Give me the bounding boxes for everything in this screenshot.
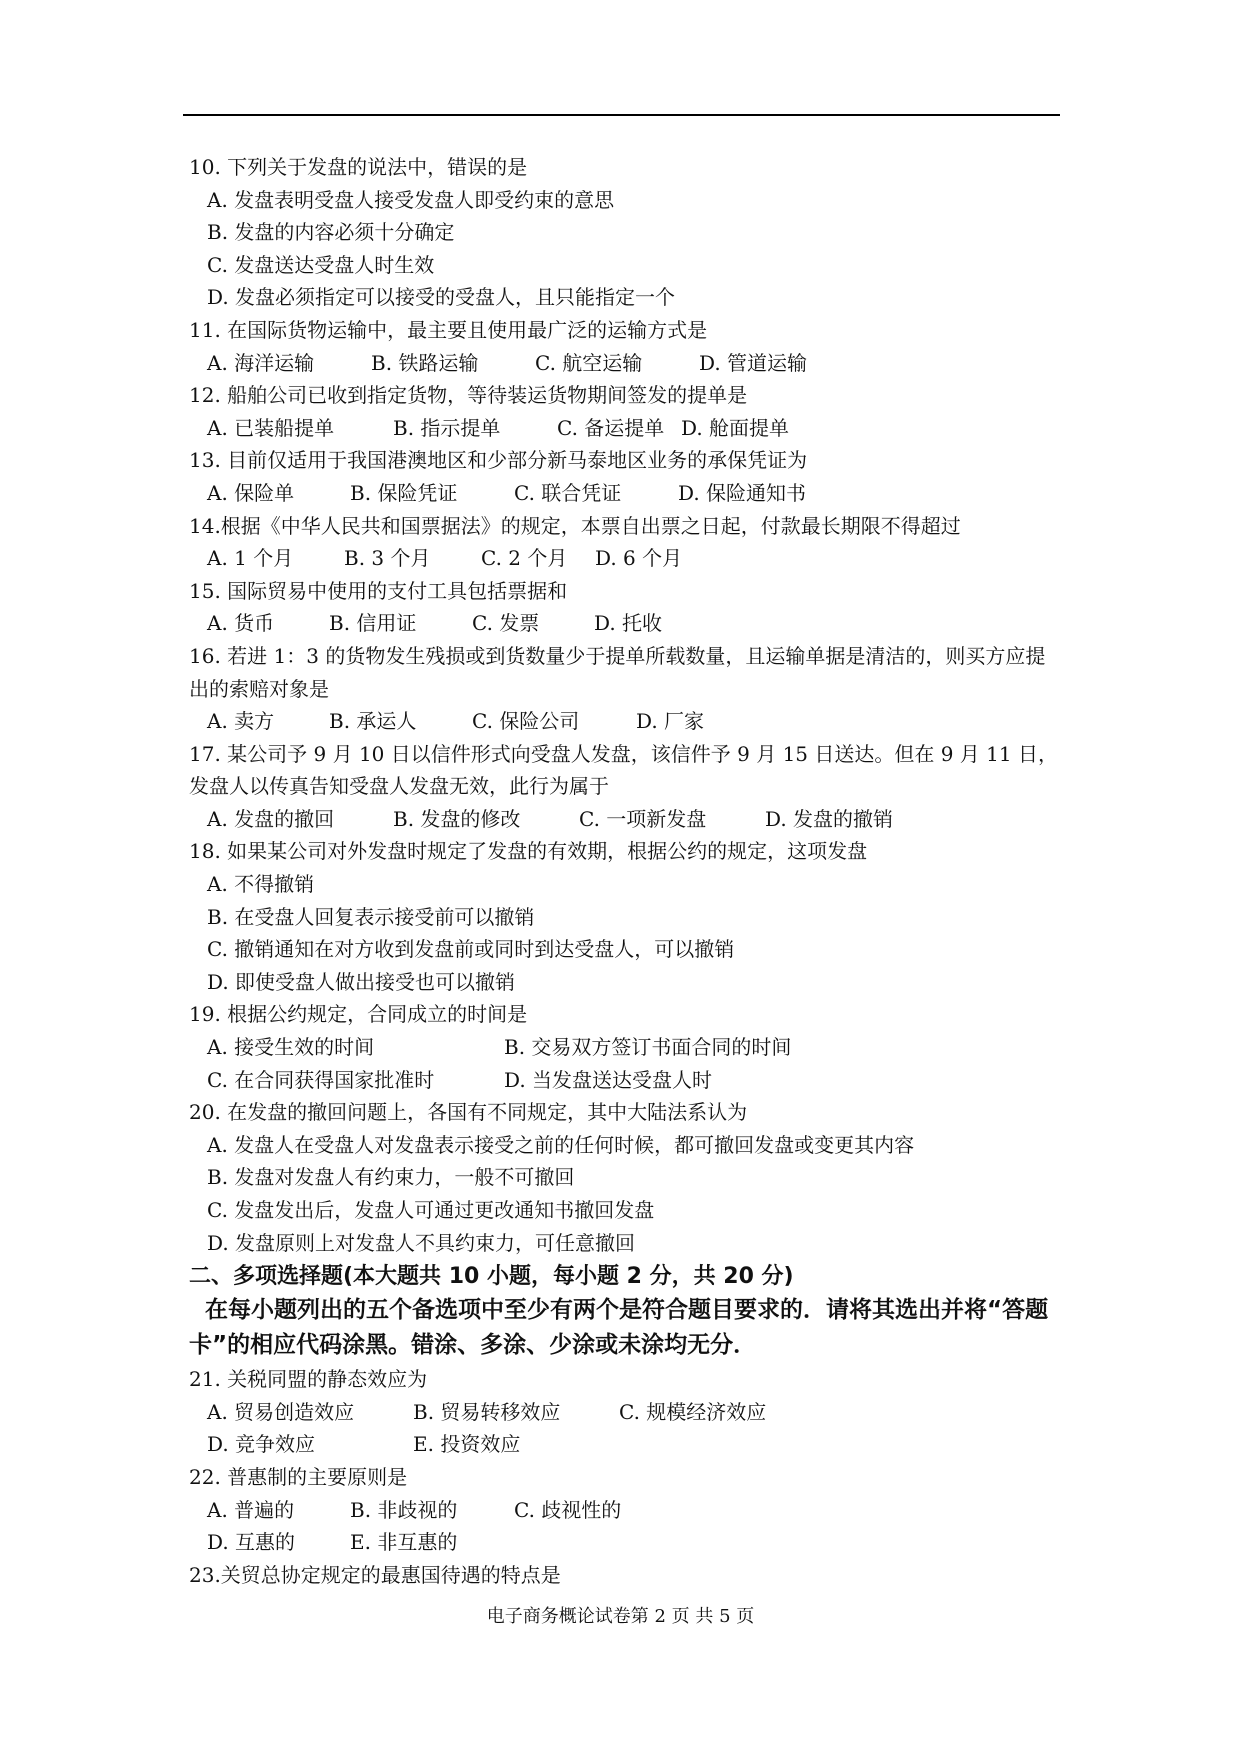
answer-option: C. 联合凭证: [514, 480, 622, 505]
answer-option: C. 发盘送达受盘人时生效: [207, 252, 435, 277]
answer-option: E. 非互惠的: [350, 1530, 458, 1555]
options-row: [189, 1396, 1059, 1429]
answer-option: E. 投资效应: [413, 1432, 521, 1457]
answer-option: A. 发盘人在受盘人对发盘表示接受之前的任何时候，都可撤回发盘或变更其内容: [207, 1132, 915, 1157]
answer-option: B. 贸易转移效应: [413, 1399, 561, 1424]
answer-option: C. 发票: [472, 611, 540, 636]
answer-option: C. 规模经济效应: [619, 1399, 767, 1424]
options-row: [189, 347, 1059, 380]
answer-option: B. 承运人: [329, 709, 417, 734]
question-stem: 23.关贸总协定规定的最惠国待遇的特点是: [189, 1562, 561, 1587]
answer-option: C. 歧视性的: [514, 1497, 622, 1522]
question-stem: 20. 在发盘的撤回问题上，各国有不同规定，其中大陆法系认为: [189, 1100, 748, 1125]
answer-option: B. 信用证: [329, 611, 417, 636]
answer-option: A. 发盘的撤回: [207, 806, 335, 831]
answer-option: A. 接受生效的时间: [207, 1035, 375, 1060]
question-stem: 22. 普惠制的主要原则是: [189, 1464, 408, 1489]
answer-option: D. 管道运输: [699, 350, 808, 375]
answer-option: B. 铁路运输: [371, 350, 479, 375]
answer-option: B. 发盘的修改: [393, 806, 521, 831]
options-row: [189, 1526, 1059, 1559]
answer-option: D. 互惠的: [207, 1530, 296, 1555]
answer-option: A. 已装船提单: [207, 415, 335, 440]
answer-option: D. 发盘的撤销: [765, 806, 894, 831]
section-instruction: 在每小题列出的五个备选项中至少有两个是符合题目要求的．请将其选出并将“答题卡”的相应代码涂黑。错涂、多涂、少涂或未涂均无分．: [189, 1297, 1049, 1359]
answer-option: A. 海洋运输: [207, 350, 315, 375]
options-row: [189, 607, 1059, 640]
question-stem: 15. 国际贸易中使用的支付工具包括票据和: [189, 578, 568, 603]
options-row: [189, 542, 1059, 575]
answer-option: D. 发盘必须指定可以接受的受盘人，且只能指定一个: [207, 285, 676, 310]
question-stem: 13. 目前仅适用于我国港澳地区和少部分新马泰地区业务的承保凭证为: [189, 448, 808, 473]
question-stem: 19. 根据公约规定，合同成立的时间是: [189, 1002, 528, 1027]
answer-option: D. 6 个月: [595, 546, 683, 571]
options-row: [189, 705, 1059, 738]
answer-option: B. 非歧视的: [350, 1497, 458, 1522]
answer-option: C. 撤销通知在对方收到发盘前或同时到达受盘人，可以撤销: [207, 937, 735, 962]
options-row: [189, 412, 1059, 445]
answer-option: D. 厂家: [636, 709, 705, 734]
answer-option: D. 舱面提单: [681, 415, 790, 440]
answer-option: A. 保险单: [207, 480, 295, 505]
question-stem: 14.根据《中华人民共和国票据法》的规定，本票自出票之日起，付款最长期限不得超过: [189, 513, 961, 538]
answer-option: B. 指示提单: [393, 415, 501, 440]
options-row: [189, 1428, 1059, 1461]
options-row: [189, 1031, 1059, 1064]
answer-option: D. 当发盘送达受盘人时: [504, 1067, 713, 1092]
answer-option: A. 不得撤销: [207, 872, 315, 897]
answer-option: D. 即使受盘人做出接受也可以撤销: [207, 969, 516, 994]
answer-option: C. 2 个月: [481, 546, 568, 571]
question-stem: 10. 下列关于发盘的说法中，错误的是: [189, 155, 528, 179]
options-row: [189, 477, 1059, 510]
section-title: 二、多项选择题(本大题共 10 小题，每小题 2 分，共 20 分): [189, 1264, 794, 1290]
answer-option: A. 1 个月: [207, 546, 294, 571]
answer-option: B. 保险凭证: [350, 480, 458, 505]
question-stem: 11. 在国际货物运输中，最主要且使用最广泛的运输方式是: [189, 317, 708, 342]
answer-option: D. 托收: [594, 611, 663, 636]
answer-option: A. 贸易创造效应: [207, 1399, 355, 1424]
exam-content: [189, 151, 1059, 1591]
options-row: [189, 1494, 1059, 1527]
answer-option: D. 发盘原则上对发盘人不具约束力，可任意撤回: [207, 1230, 636, 1255]
header-rule: [183, 114, 1060, 116]
answer-option: B. 发盘对发盘人有约束力，一般不可撤回: [207, 1165, 575, 1190]
answer-option: C. 发盘发出后，发盘人可通过更改通知书撤回发盘: [207, 1198, 655, 1222]
answer-option: D. 保险通知书: [678, 480, 807, 505]
answer-option: D. 竞争效应: [207, 1432, 316, 1457]
answer-option: C. 备运提单: [557, 415, 665, 440]
question-stem: 21. 关税同盟的静态效应为: [189, 1367, 428, 1392]
answer-option: C. 航空运输: [535, 350, 643, 375]
page-footer: 电子商务概论试卷第 2 页 共 5 页: [486, 1606, 755, 1627]
question-stem: 16. 若进 1：3 的货物发生残损或到货数量少于提单所载数量，且运输单据是清洁的，则买方应提出的索赔对象是: [189, 643, 1046, 701]
answer-option: B. 3 个月: [344, 546, 431, 571]
answer-option: C. 一项新发盘: [579, 806, 707, 831]
answer-option: A. 货币: [207, 611, 275, 636]
answer-option: B. 发盘的内容必须十分确定: [207, 220, 455, 245]
question-stem: 12. 船舶公司已收到指定货物，等待装运货物期间签发的提单是: [189, 383, 748, 408]
answer-option: C. 保险公司: [472, 709, 580, 734]
options-row: [189, 1064, 1059, 1097]
answer-option: B. 在受盘人回复表示接受前可以撤销: [207, 904, 535, 929]
answer-option: A. 普遍的: [207, 1497, 295, 1522]
question-stem: 17. 某公司予 9 月 10 日以信件形式向受盘人发盘，该信件予 9 月 15 日送达。但在 9 月 11 日，发盘人以传真告知受盘人发盘无效，此行为属于: [189, 741, 1058, 799]
answer-option: C. 在合同获得国家批准时: [207, 1067, 435, 1092]
question-stem: 18. 如果某公司对外发盘时规定了发盘的有效期，根据公约的规定，这项发盘: [189, 839, 868, 864]
options-row: [189, 803, 1059, 836]
answer-option: A. 发盘表明受盘人接受发盘人即受约束的意思: [207, 187, 615, 212]
answer-option: A. 卖方: [207, 709, 275, 734]
answer-option: B. 交易双方签订书面合同的时间: [504, 1035, 792, 1060]
